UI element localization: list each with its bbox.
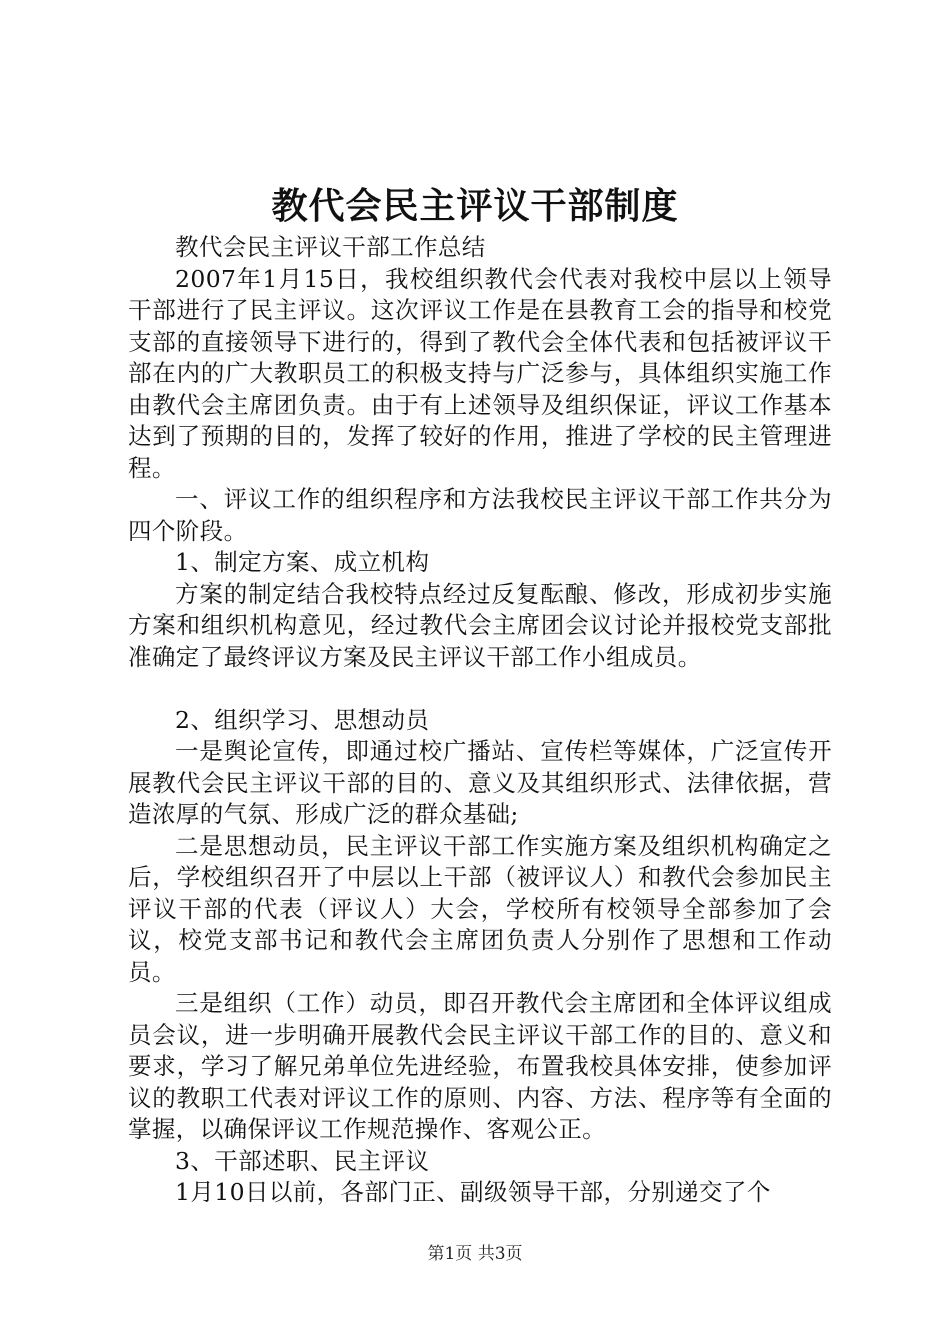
paragraph-publicity: 一是舆论宣传，即通过校广播站、宣传栏等媒体，广泛宣传开展教代会民主评议干部的目的、意义及其组织形式、法律依据，营造浓厚的气氛、形成广泛的群众基础; [128, 737, 832, 828]
page-footer [0, 1243, 950, 1265]
document-body [128, 232, 832, 1209]
section-heading-1: 一、评议工作的组织程序和方法我校民主评议干部工作共分为四个阶段。 [128, 485, 832, 545]
paragraph-subtitle: 教代会民主评议干部工作总结 [175, 233, 486, 261]
paragraph-intro: 2007年1月15日，我校组织教代会代表对我校中层以上领导干部进行了民主评议。这次评议工作是在县教育工会的指导和校党支部的直接领导下进行的，得到了教代会全体代表和包括被评议干部在内的广大教职员工的积极支持与广泛参与，具体组织实施工作由教代会主席团负责。由于有上述领导及组织保证，评议工作基本达到了预期的目的，发挥了较好的作用，推进了学校的民主管理进程。 [128, 264, 832, 482]
paragraph-plan: 方案的制定结合我校特点经过反复酝酿、修改，形成初步实施方案和组织机构意见，经过教代会主席团会议讨论并报校党支部批准确定了最终评议方案及民主评议干部工作小组成员。 [128, 579, 832, 671]
page-total: 共3页 [477, 1244, 523, 1264]
document-title: 教代会民主评议干部制度 [271, 186, 679, 227]
paragraph-organization: 三是组织（工作）动员，即召开教代会主席团和全体评议组成员会议，进一步明确开展教代会民主评议干部工作的目的、意义和要求，学习了解兄弟单位先进经验，布置我校具体安排，使参加评议的教职工代表对评议工作的原则、内容、方法、程序等有全面的掌握，以确保评议工作规范操作、客观公正。 [128, 989, 832, 1143]
paragraph-report: 1月10日以前，各部门正、副级领导干部，分别递交了个 [175, 1178, 771, 1206]
page-number: 第1页 [427, 1244, 473, 1264]
subsection-heading-3: 3、干部述职、民主评议 [175, 1146, 430, 1175]
subsection-heading-2: 2、组织学习、思想动员 [175, 705, 430, 734]
subsection-heading-1: 1、制定方案、成立机构 [175, 548, 430, 576]
paragraph-mobilization: 二是思想动员，民主评议干部工作实施方案及组织机构确定之后，学校组织召开了中层以上干部（被评议人）和教代会参加民主评议干部的代表（评议人）大会，学校所有校领导全部参加了会议，校党支部书记和教代会主席团负责人分别作了思想和工作动员。 [128, 831, 832, 986]
